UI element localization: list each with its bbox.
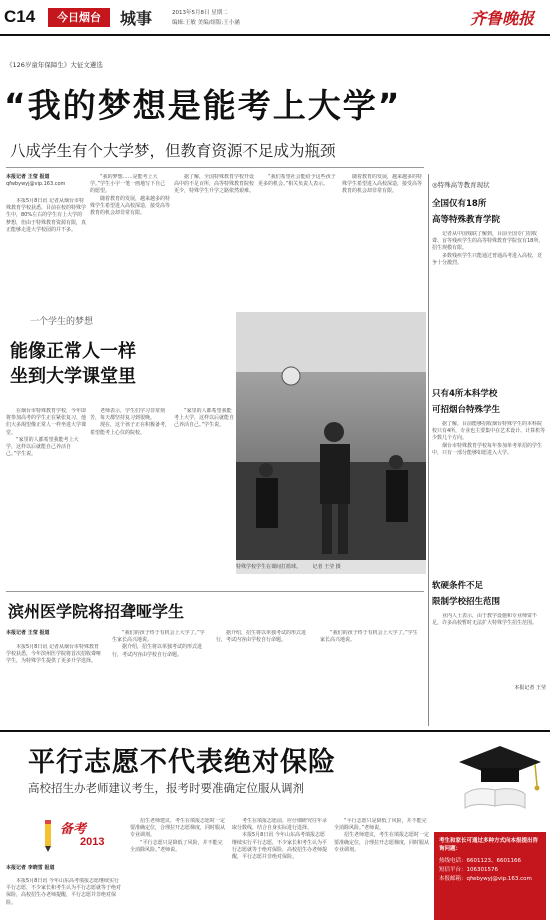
sidebar-paragraph: 多数残疾学生只能通过普通高考进入高校，竞争十分激烈。 — [432, 252, 543, 266]
lead-paragraph: “我们希望社会能给予这些孩子更多的机会。”相关负责人表示。 — [258, 174, 336, 188]
bottom-byline: 本报记者 李晓雪 报道 — [6, 865, 55, 871]
exam-badge — [58, 818, 122, 858]
bottom-paragraph: 考生在填报志愿前，应仔细研究往年录取分数线，结合自身实际进行选择。 — [232, 818, 327, 832]
lead-paragraph: 随着教育的发展，越来越多的特殊学生希望进入高校深造，接受高等教育的机会却非常有限。 — [90, 195, 170, 217]
sidebar-paragraph: 业内人士表示，由于教学设施和专业师资不足，许多高校暂时无法扩大特殊学生招生范围。 — [432, 613, 538, 627]
binzhou-col-3 — [216, 630, 312, 714]
binzhou-col-2 — [112, 630, 208, 714]
sidebar-paragraph: 记者从中国残联了解到，目前全国专门招收聋、盲等残疾学生的高等特殊教育学院仅有18所，招生规模有限。 — [432, 231, 544, 252]
page-header — [0, 0, 550, 36]
binzhou-headline: 滨州医学院将招聋哑学生 — [8, 602, 185, 621]
sidebar-kicker: ◎特殊高等教育现状 — [432, 181, 490, 189]
sub-paragraph: 在烟台市特殊教育学校，今年即将参加高考的学生正在紧张复习，他们大多渴望像正常人一样坐进大学课堂。 — [6, 408, 86, 436]
sidebar-paragraph: 据了解，目前能够招收烟台特殊学生的本科院校只有4所，专业也主要集中在艺术设计、计算机等少数几个方向。 — [432, 421, 546, 442]
hotline-title: 考生和家长可通过多种方式向本报提出咨询问题： — [439, 838, 539, 852]
sidebar-block-2 — [432, 421, 546, 571]
lead-byline — [6, 174, 86, 188]
section-name: 城事 — [120, 9, 153, 28]
sidebar-heading-4: 可招烟台特殊学生 — [432, 405, 501, 415]
bottom-subhead: 高校招生办老师建议考生，报考时要准确定位服从调剂 — [28, 781, 304, 795]
bottom-rule — [0, 730, 550, 732]
sub-col-2 — [90, 408, 170, 588]
hotline-box — [434, 832, 546, 920]
lead-subhead: 八成学生有个大学梦，但教育资源不足成为瓶颈 — [10, 142, 336, 160]
sub-col-1 — [6, 408, 86, 588]
lead-col-5 — [342, 174, 422, 308]
bottom-col-1 — [6, 878, 122, 922]
sidebar-heading-2: 高等特殊教育学院 — [432, 215, 501, 225]
sidebar-paragraph: 烟台市特殊教育学校每年参加单考单招的学生中，只有一部分能够如愿进入大学。 — [432, 442, 543, 456]
meta-editors: 编辑:王敏 美编/组版:王小涵 — [172, 20, 240, 26]
bottom-col-4 — [334, 818, 429, 922]
sub-paragraph: “家里的人都希望我能考上大学，这样以后就能自己养活自己。”学生说。 — [174, 408, 234, 429]
graduation-cap-icon — [455, 742, 545, 810]
sidebar-divider — [428, 174, 429, 726]
sub-headline-2: 坐到大学课堂里 — [10, 366, 136, 387]
lead-rule — [6, 167, 424, 168]
bottom-paragraph: 招生老师建议，考生在填报志愿时一定要准确定位，合理拉开志愿梯度，同时服从专业调剂。 — [130, 818, 225, 839]
graduation-cap-graphic — [455, 742, 545, 810]
bottom-headline: 平行志愿不代表绝对保险 — [28, 747, 336, 778]
sub-col-3 — [174, 408, 234, 588]
binzhou-col-1 — [6, 644, 102, 714]
sidebar-block-3 — [432, 613, 546, 685]
lead-col-1 — [6, 198, 86, 308]
section-tag: 今日烟台 — [48, 8, 110, 27]
sub-kicker: 一个学生的梦想 — [30, 317, 94, 327]
lead-paragraph: “我的梦想……是能考上大学。”学生小宇一笔一画地写下自己的愿望。 — [90, 174, 166, 195]
pencil-icon — [36, 818, 60, 854]
photo-caption — [236, 560, 426, 574]
bottom-paragraph: 招生老师建议，考生在填报志愿时一定要准确定位，合理拉开志愿梯度，同时服从专业调剂。 — [334, 832, 429, 853]
bottom-paragraph: “平行志愿只是降低了风险，并不能完全消除风险。”老师说。 — [334, 818, 427, 832]
photo-credit: 记者 王莹 摄 — [312, 564, 341, 570]
binzhou-byline: 本报记者 王莹 报道 — [6, 630, 50, 636]
masthead-logo: 齐鲁晚报 — [470, 9, 535, 28]
lead-col-2 — [90, 174, 170, 308]
bottom-col-3 — [232, 818, 327, 922]
sub-headline-1: 能像正常人一样 — [10, 341, 136, 362]
sidebar-heading-1: 全国仅有18所 — [432, 199, 487, 209]
sidebar-heading-3: 只有4所本科学校 — [432, 389, 498, 399]
lead-col-3 — [174, 174, 254, 308]
binzhou-paragraph: “我们的孩子终于有机会上大学了。”学生家长高兴地说。 — [112, 630, 205, 644]
lead-byline-text: 本报记者 王莹 报道 — [6, 174, 50, 180]
sidebar-block-1 — [432, 231, 546, 379]
bottom-paragraph: 本报5月8日讯 今年山东高考填报志愿继续实行平行志愿，不少家长和考生认为平行志愿就等于绝对保险，高校招生办老师提醒，平行志愿并非绝对保险。 — [232, 832, 327, 861]
meta-date: 2013年5月8日 星期二 — [172, 10, 228, 16]
news-photo — [236, 312, 426, 574]
page-number: C14 — [4, 7, 36, 26]
lead-paragraph: 本报5月8日讯 记者从烟台市特殊教育学校获悉，目前在校的特殊学生中，80%左右的学生有上大学的梦想，但由于特殊教育资源有限，真正能够走进大学校园的并不多。 — [6, 198, 86, 233]
binzhou-col-4 — [320, 630, 420, 714]
sub-paragraph: 现在，这个孩子正在积极备考，希望能考上心仪的院校。 — [90, 422, 170, 436]
series-tag: 《126岁童年保障生》大征文遴选 — [6, 61, 103, 69]
badge-year: 2013 — [80, 836, 105, 848]
lead-headline: “我的梦想是能考上大学” — [4, 86, 402, 125]
lead-col-4 — [258, 174, 338, 308]
lead-paragraph: 随着教育的发展，越来越多的特殊学生希望进入高校深造，接受高等教育的机会却非常有限。 — [342, 174, 422, 195]
lead-paragraph: 据了解，全国特殊教育学校开设高中的不足百所，高等特殊教育院校更少，特殊学生升学之路依然艰难。 — [174, 174, 254, 195]
sidebar-heading-5: 软硬条件不足 — [432, 581, 484, 591]
bottom-paragraph: “平行志愿只是降低了风险，并不能完全消除风险。”老师说。 — [130, 839, 223, 853]
binzhou-paragraph: 据介绍，招生将以单独考试的形式进行，考试内容由学校自行命题。 — [216, 630, 307, 644]
sidebar-heading-6: 限制学校招生范围 — [432, 597, 501, 607]
bottom-col-2 — [130, 818, 225, 922]
binzhou-paragraph: 本报5月8日讯 记者从烟台市特殊教育学校获悉，今年滨州医学院将首次招收聋哑学生，为特殊学生提供了更多升学选择。 — [6, 644, 102, 665]
sidebar-credit: 本报记者 王莹 — [514, 685, 546, 691]
header-rule — [0, 34, 550, 36]
bottom-paragraph: 本报5月8日讯 今年山东高考填报志愿继续实行平行志愿，不少家长和考生认为平行志愿就等于绝对保险，高校招生办老师提醒，平行志愿并非绝对保险。 — [6, 878, 122, 906]
hotline-line: 热线电话：6601123、6601166 — [439, 858, 521, 864]
binzhou-paragraph: 据介绍，招生将以单独考试的形式进行，考试内容由学校自行命题。 — [112, 644, 203, 658]
pencil-graphic — [36, 818, 60, 854]
lead-email[interactable]: qfwbywyj@vip.163.com — [6, 181, 66, 188]
sidebar — [432, 180, 546, 726]
hotline-line: 短信平台：106301576 — [439, 867, 498, 873]
photo-image — [236, 312, 426, 574]
hotline-email[interactable]: 本报邮箱：qfwbywyj@vip.163.com — [439, 876, 532, 882]
binzhou-rule — [6, 591, 424, 592]
sub-paragraph: 老师表示，学生们学习非常刻苦，每天都坚持复习到很晚。 — [90, 408, 166, 422]
sub-paragraph: “家里的人都希望我能考上大学，这样以后就能自己养活自己。”学生说。 — [6, 436, 79, 458]
photo-caption-text: 特殊学校学生在课间打篮球。 — [236, 564, 302, 570]
badge-word: 备考 — [60, 822, 87, 837]
binzhou-paragraph: “我们的孩子终于有机会上大学了。”学生家长高兴地说。 — [320, 630, 418, 644]
